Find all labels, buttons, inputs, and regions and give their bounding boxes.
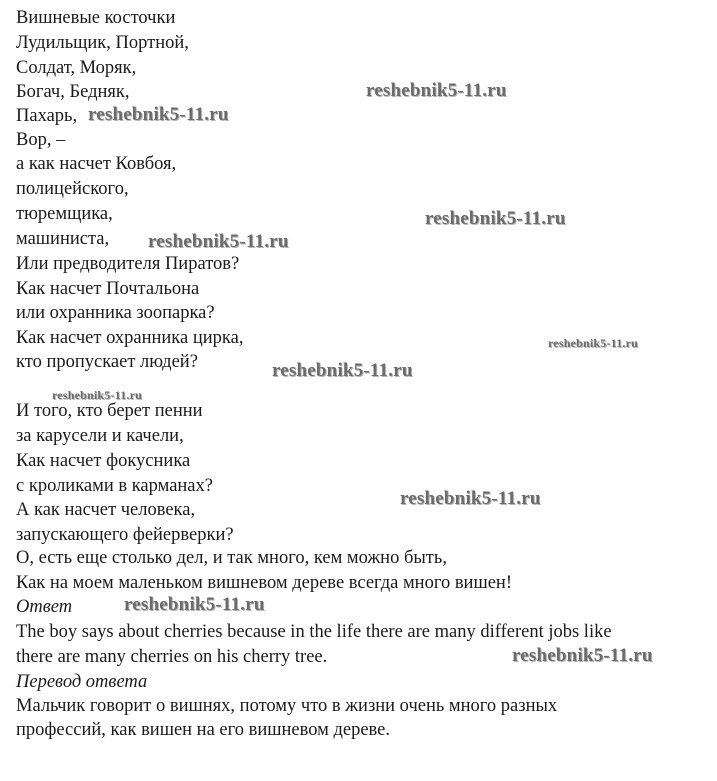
poem-line: Солдат, Моряк,: [16, 58, 137, 78]
poem-line: Богач, Бедняк,: [16, 82, 130, 102]
watermark: reshebnik5-11.ru: [148, 231, 289, 252]
translation-line: профессий, как вишен на его вишневом дереве.: [16, 720, 391, 740]
poem-line: Или предводителя Пиратов?: [16, 254, 240, 274]
translation-heading: Перевод ответа: [16, 672, 148, 692]
poem-line: за карусели и качели,: [16, 426, 184, 446]
translation-line: Мальчик говорит о вишнях, потому что в жизни очень много разных: [16, 696, 558, 716]
watermark: reshebnik5-11.ru: [400, 488, 541, 509]
poem-line: Пахарь,: [16, 106, 78, 126]
watermark: reshebnik5-11.ru: [366, 80, 507, 101]
poem-line: запускающего фейерверки?: [16, 525, 234, 545]
watermark: reshebnik5-11.ru: [512, 645, 653, 666]
watermark: reshebnik5-11.ru: [425, 208, 566, 229]
watermark: reshebnik5-11.ru: [272, 360, 413, 381]
poem-line: тюремщика,: [16, 204, 113, 224]
poem-line: или охранника зоопарка?: [16, 303, 215, 323]
poem-line: И того, кто берет пенни: [16, 401, 203, 421]
poem-line: машиниста,: [16, 229, 110, 249]
poem-line: кто пропускает людей?: [16, 352, 198, 372]
poem-line: полицейского,: [16, 179, 129, 199]
watermark: reshebnik5-11.ru: [88, 104, 229, 125]
poem-line: Лудильщик, Портной,: [16, 33, 189, 53]
poem-line: Вор, –: [16, 130, 66, 150]
poem-title: Вишневые косточки: [16, 8, 176, 28]
poem-line: А как насчет человека,: [16, 500, 196, 520]
answer-line: there are many cherries on his cherry tree.: [16, 647, 328, 667]
poem-line: с кроликами в карманах?: [16, 476, 213, 496]
poem-line: Как на моем маленьком вишневом дереве всегда много вишен!: [16, 573, 512, 593]
poem-line: Как насчет Почтальона: [16, 279, 200, 299]
poem-line: Как насчет фокусника: [16, 451, 191, 471]
poem-line: а как насчет Ковбоя,: [16, 154, 177, 174]
answer-heading: Ответ: [16, 597, 73, 617]
poem-line: О, есть еще столько дел, и так много, кем можно быть,: [16, 548, 447, 568]
watermark: reshebnik5-11.ru: [52, 388, 142, 402]
watermark: reshebnik5-11.ru: [124, 594, 265, 615]
watermark: reshebnik5-11.ru: [548, 336, 638, 350]
poem-line: Как насчет охранника цирка,: [16, 328, 244, 348]
answer-line: The boy says about cherries because in the life there are many different jobs like: [16, 622, 612, 642]
